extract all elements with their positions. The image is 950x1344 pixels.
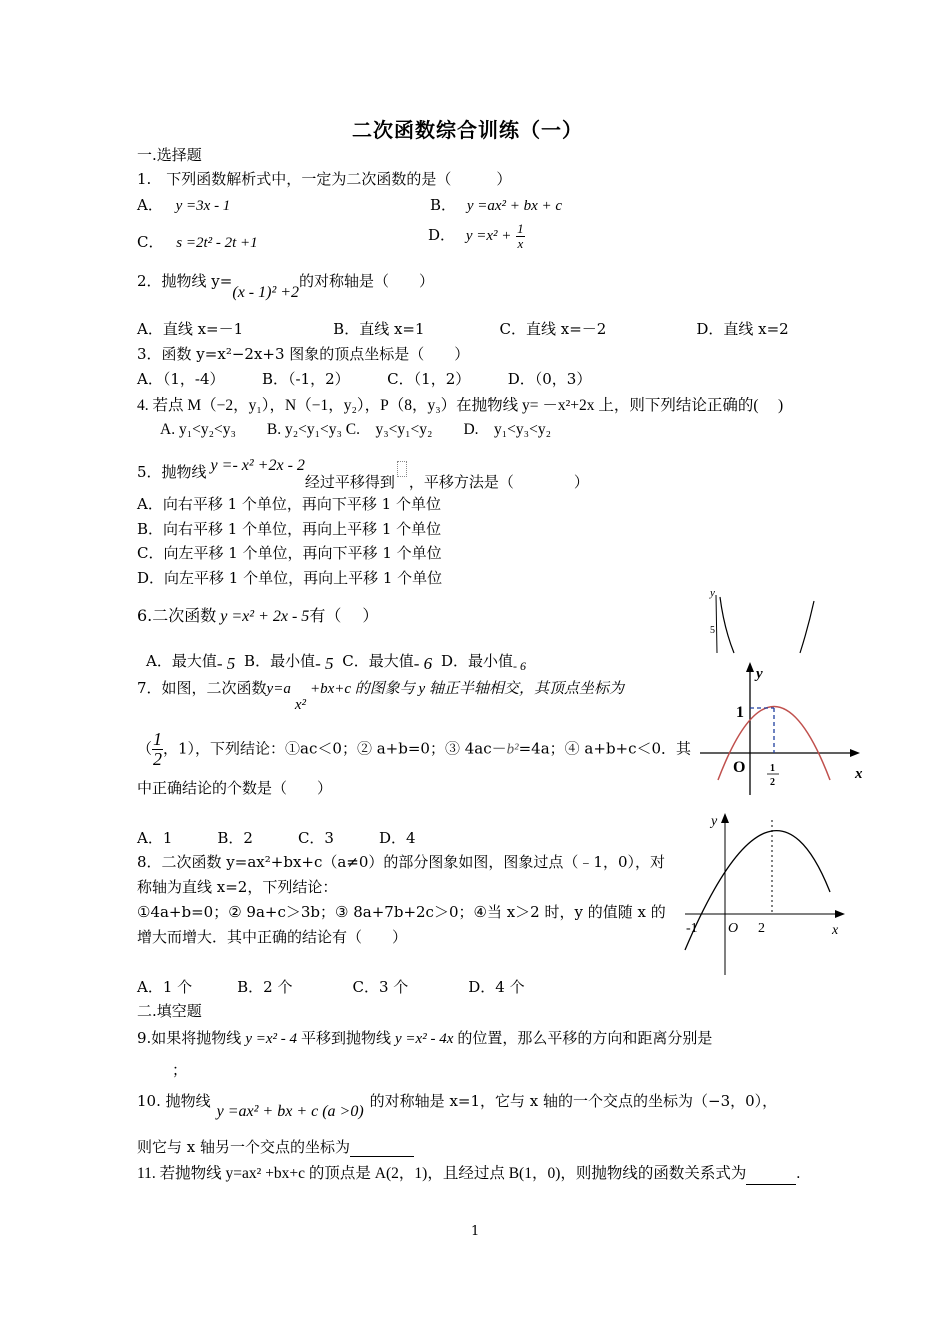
y-axis-label: y <box>710 587 715 599</box>
x-axis-label: x <box>832 923 839 938</box>
math-expression: y =x² - 4 <box>245 1031 297 1047</box>
question-1-stem: 1. 下列函数解析式中，一定为二次函数的是（ ） <box>137 170 512 188</box>
section-heading-fill: 二.填空题 <box>137 1002 202 1020</box>
q5-option-b: B．向右平移 1 个单位，再向上平移 1 个单位 <box>137 520 442 538</box>
q6-options <box>146 651 526 671</box>
text: 平移到抛物线 <box>301 1029 392 1047</box>
x-axis-arrow <box>835 910 845 918</box>
origin-label: O <box>728 921 739 936</box>
option-label: B． <box>430 196 457 214</box>
fraction-denominator: x <box>517 235 524 251</box>
y-axis-arrow <box>721 813 729 823</box>
y-axis-label: y <box>756 666 763 682</box>
value: - 5 <box>315 654 334 673</box>
question-3-stem: 3．函数 y=x²−2x+3 图象的顶点坐标是（ ） <box>137 345 470 363</box>
q6-option-a: A．最大值 <box>146 652 217 670</box>
math-expression: (x - 1)² +2 <box>232 284 300 301</box>
text: . <box>796 1165 801 1182</box>
text: 的对称轴是 x=1，它与 x 轴的一个交点的坐标为（−3，0）， <box>369 1092 778 1110</box>
text: 11. 若抛物线 y=ax² +bx+c 的顶点是 A(2，1)，且经过点 B(1，0)，则抛物线的函数关系式为 <box>137 1165 747 1182</box>
math-expression: y =x² + 2x - 5 <box>220 608 310 625</box>
fraction-denominator: 2 <box>153 748 163 769</box>
question-5-stem <box>137 457 589 491</box>
text: 10. 抛物线 <box>137 1092 211 1110</box>
y-value-label: 1 <box>736 704 744 721</box>
math-expression: s =2t² - 2t +1 <box>176 235 258 251</box>
half-numerator: 1 <box>770 763 775 774</box>
y-axis <box>716 595 717 653</box>
math-expression: y =ax² + bx + c (a >0) <box>216 1103 364 1120</box>
q1-option-a <box>137 196 230 215</box>
question-8-line-3: ①4a+b=0；② 9a+c＞3b；③ 8a+7b+2c＞0；④当 x＞2 时，y 的值随 x 的 <box>137 903 666 921</box>
figure-q6-graph <box>700 583 830 658</box>
text: 的位置，那么平移的方向和距离分别是 <box>457 1029 713 1047</box>
math-expression: y =x² + <box>465 228 512 245</box>
section-heading-choice: 一.选择题 <box>137 146 202 164</box>
question-10-stem <box>137 1092 778 1120</box>
question-9-line-2: ； <box>172 1061 188 1079</box>
math-expression: y =ax² + bx + c <box>466 198 563 214</box>
tick-label-neg1: -1 <box>686 921 698 936</box>
y-axis-label: y <box>711 814 718 829</box>
half-denominator: 2 <box>770 777 775 788</box>
q2-options: A．直线 x=－1 B．直线 x=1 C．直线 x=－2 D．直线 x=2 <box>137 320 789 338</box>
fraction-numerator: 1 <box>153 729 163 749</box>
option-label: A． <box>137 196 163 214</box>
value: - 5 <box>216 654 236 673</box>
fraction-half <box>152 730 163 769</box>
q6-suffix: 有（ ） <box>309 606 379 625</box>
text: 7．如图，二次函数 <box>137 679 267 697</box>
origin-label: O <box>733 759 746 776</box>
q5-suffix: ，平移方法是（ ） <box>408 473 589 491</box>
q4-options: A. y₁<y₂<y₃ B. y₂<y₁<y₃ C. y₃<y₁<y₂ D. y₁<y₃<y₂ <box>160 421 551 438</box>
question-9-stem <box>137 1029 712 1048</box>
q3-options: A．（1，-4） B．（-1，2） C．（1，2） D．（0，3） <box>137 370 592 388</box>
answer-blank[interactable] <box>746 1165 796 1185</box>
text: 9.如果将抛物线 <box>137 1029 242 1047</box>
figure-q8-graph <box>680 810 850 978</box>
tick-label-2: 2 <box>758 921 765 936</box>
q5-option-d: D．向左平移 1 个单位，再向上平移 1 个单位 <box>137 569 443 587</box>
x-axis-arrow <box>850 749 860 757</box>
q2-suffix: 的对称轴是（ ） <box>299 272 435 290</box>
q6-prefix: 6.二次函数 <box>137 606 217 625</box>
parabola-left-branch <box>720 597 734 653</box>
x-axis-label: x <box>855 766 863 782</box>
math: y=a <box>266 681 291 697</box>
answer-blank[interactable] <box>350 1138 414 1157</box>
option-label: D． <box>428 226 456 245</box>
value: - 6 <box>413 654 433 673</box>
fraction-numerator: 1 <box>517 221 524 236</box>
missing-image-placeholder <box>397 461 407 477</box>
math-expression: y =3x - 1 <box>175 198 231 214</box>
q6-option-b: B．最小值 <box>244 652 316 670</box>
math: b² <box>506 741 519 758</box>
math: x² <box>294 697 306 713</box>
q5-option-c: C．向左平移 1 个单位，再向下平移 1 个单位 <box>137 544 442 562</box>
question-8-line-2: 称轴为直线 x=2，下列结论： <box>137 878 338 896</box>
text: 则它与 x 轴另一个交点的坐标为 <box>137 1138 350 1156</box>
q6-option-c: C．最大值 <box>342 652 414 670</box>
page-title: 二次函数综合训练（一） <box>352 118 583 142</box>
option-label: C． <box>137 233 164 251</box>
question-11-stem <box>137 1165 800 1185</box>
q6-option-d: D．最小值 <box>440 652 513 670</box>
question-8-line-4: 增大而增大．其中正确的结论有（ ） <box>137 928 408 946</box>
math-expression: y =- x² +2x - 2 <box>210 457 305 474</box>
question-2-stem <box>137 272 435 301</box>
question-8-line-1: 8．二次函数 y=ax²+bx+c（a≠0）的部分图象如图，图象过点（﹣1，0），对 <box>137 853 666 871</box>
y-axis-arrow <box>746 662 754 672</box>
text: （ <box>137 739 153 758</box>
q1-option-b <box>430 196 562 215</box>
question-4-stem: 4. 若点 M（−2，y₁），N（−1，y₂），P（8，y₃）在抛物线 y= －x²+2x 上，则下列结论正确的( ) <box>137 397 784 414</box>
text: ，1），下列结论：①ac＜0；② a+b=0；③ 4ac－ <box>163 739 507 758</box>
q8-options: A．1 个 B．2 个 C．3 个 D．4 个 <box>137 978 525 996</box>
text: +bx+c 的图象与 y 轴正半轴相交，其顶点坐标为 <box>309 681 624 697</box>
value: - 6 <box>513 659 526 673</box>
math-expression: y =x² - 4x <box>395 1031 454 1047</box>
q2-prefix: 2．抛物线 y= <box>137 272 233 290</box>
text: =4a；④ a+b+c＜0．其 <box>518 739 692 758</box>
fraction <box>516 222 525 250</box>
tick-label: 5 <box>710 625 715 636</box>
question-10-line-2 <box>137 1138 414 1157</box>
question-6-stem <box>137 606 378 626</box>
question-7-line-1 <box>137 679 624 713</box>
parabola-right-branch <box>800 601 814 653</box>
q5-prefix: 5．抛物线 <box>137 463 207 481</box>
figure-q7-graph <box>700 660 870 795</box>
q5-middle: 经过平移得到 <box>304 473 395 491</box>
question-7-line-3: 中正确结论的个数是（ ） <box>137 779 333 797</box>
page-number: 1 <box>471 1224 480 1239</box>
q7-options: A．1 B．2 C．3 D．4 <box>137 829 416 847</box>
q5-option-a: A．向右平移 1 个单位，再向下平移 1 个单位 <box>137 495 441 513</box>
q1-option-d <box>428 222 525 250</box>
q1-option-c <box>137 233 258 252</box>
question-7-line-2 <box>137 730 691 769</box>
